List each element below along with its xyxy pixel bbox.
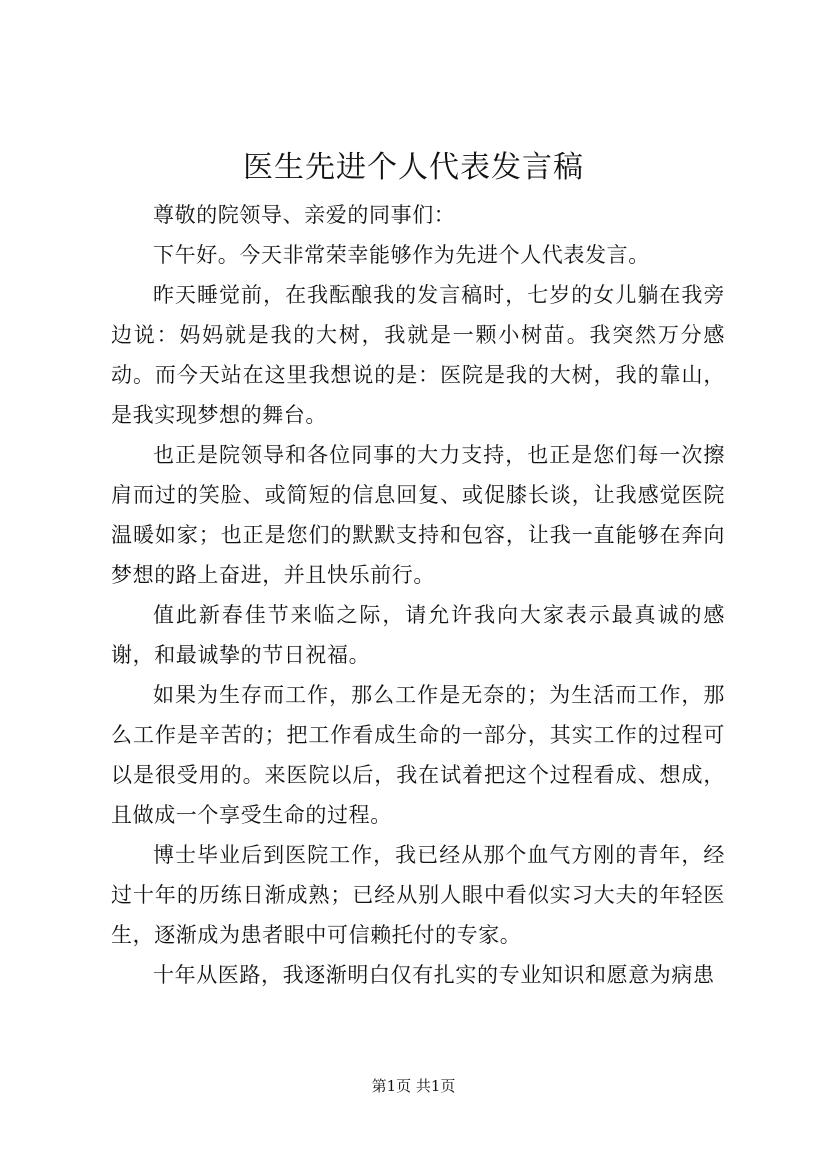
document-body bbox=[111, 195, 725, 995]
body-paragraph: 如果为生存而工作，那么工作是无奈的；为生活而工作，那么工作是辛苦的；把工作看成生命的一部分，其实工作的过程可以是很受用的。来医院以后，我在试着把这个过程看成、想成，且做成一个享受生命的过程。 bbox=[111, 683, 725, 827]
greeting-paragraph: 下午好。今天非常荣幸能够作为先进个人代表发言。 bbox=[153, 243, 650, 267]
body-paragraph: 十年从医路，我逐渐明白仅有扎实的专业知识和愿意为病患 bbox=[153, 963, 715, 987]
document-title: 医生先进个人代表发言稿 bbox=[243, 150, 584, 185]
body-paragraph: 值此新春佳节来临之际，请允许我向大家表示最真诚的感谢，和最诚挚的节日祝福。 bbox=[111, 603, 725, 667]
body-paragraph: 昨天睡觉前，在我酝酿我的发言稿时，七岁的女儿躺在我旁边说：妈妈就是我的大树，我就是一颗小树苗。我突然万分感动。而今天站在这里我想说的是：医院是我的大树，我的靠山，是我实现梦想的舞台。 bbox=[111, 283, 725, 427]
body-paragraph: 也正是院领导和各位同事的大力支持，也正是您们每一次擦肩而过的笑脸、或简短的信息回复、或促膝长谈，让我感觉医院温暖如家；也正是您们的默默支持和包容，让我一直能够在奔向梦想的路上奋进，并且快乐前行。 bbox=[111, 443, 725, 587]
page-number-footer: 第1页 共1页 bbox=[371, 1077, 456, 1095]
body-paragraph: 博士毕业后到医院工作，我已经从那个血气方刚的青年，经过十年的历练日渐成熟；已经从别人眼中看似实习大夫的年轻医生，逐渐成为患者眼中可信赖托付的专家。 bbox=[111, 843, 725, 947]
salutation-paragraph: 尊敬的院领导、亲爱的同事们： bbox=[153, 203, 456, 227]
